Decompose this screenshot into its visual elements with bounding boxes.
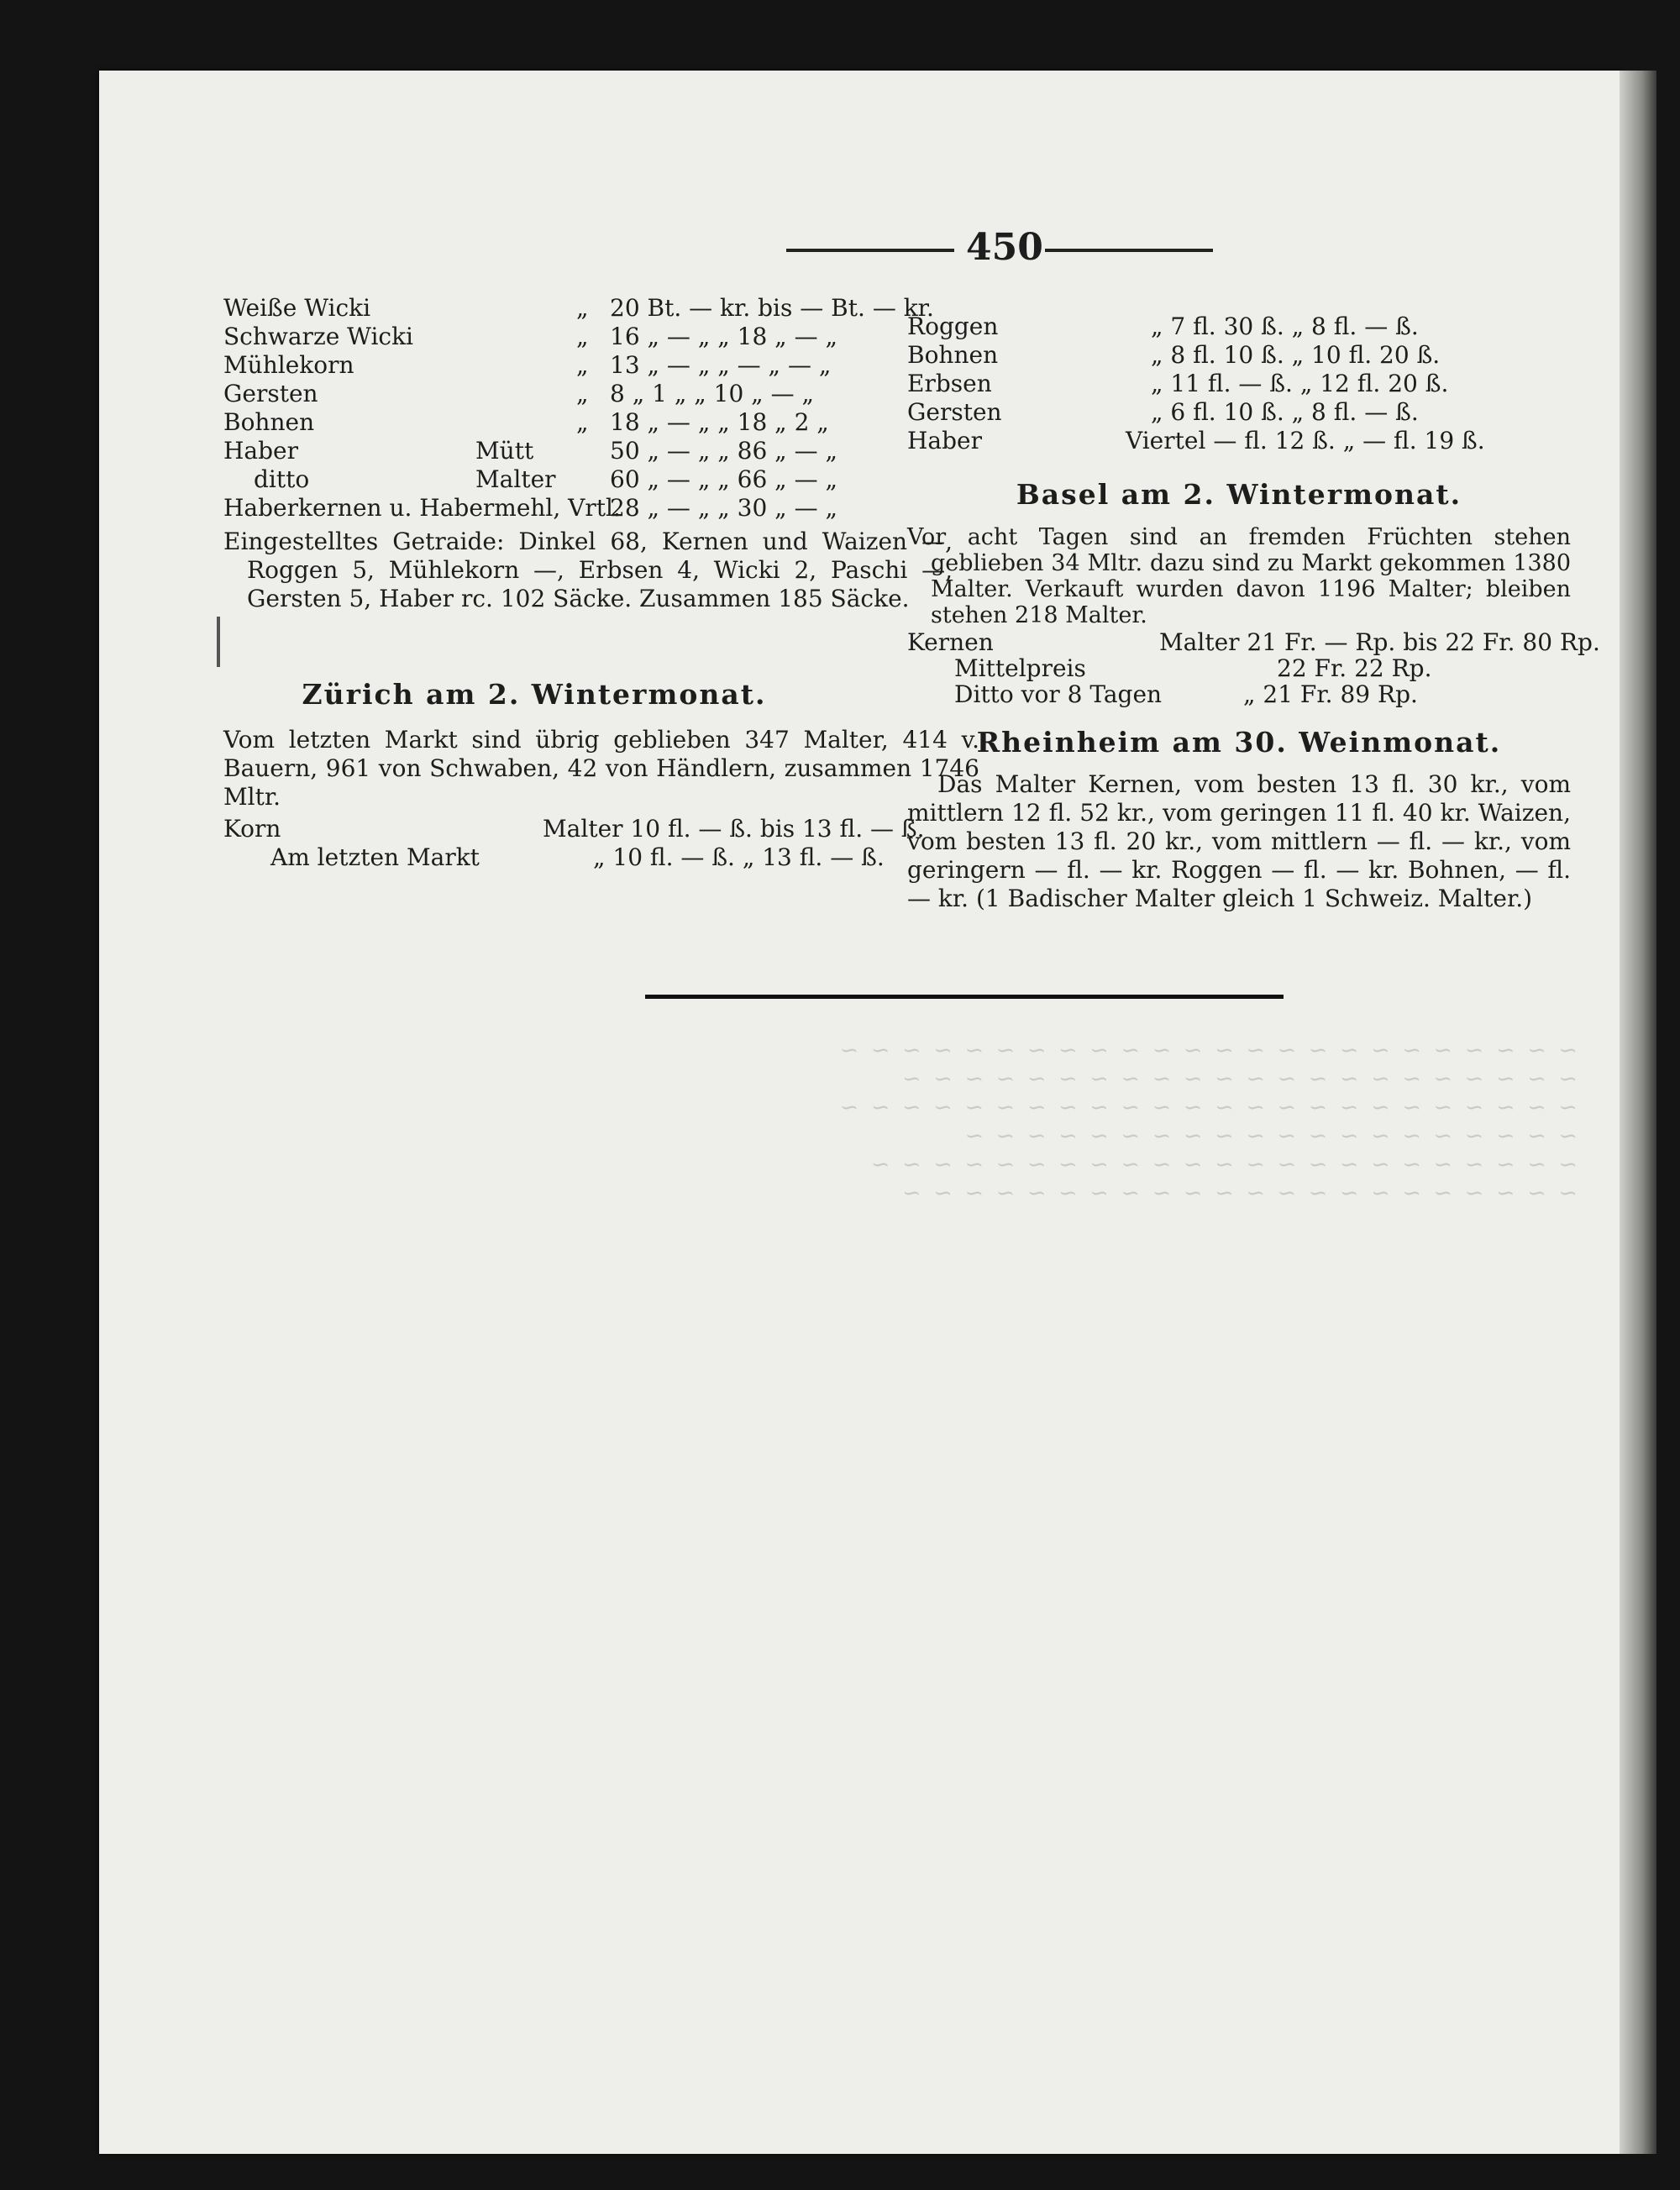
next-page-edge	[1620, 71, 1656, 2154]
row-values: „ 7 fl. 30 ß. „ 8 fl. — ß.	[1151, 312, 1419, 340]
row-values: 18 „ — „ „ 18 „ 2 „	[610, 408, 829, 436]
table-row	[223, 437, 979, 465]
table-row	[223, 408, 979, 437]
row-name: Gersten	[223, 380, 318, 407]
table-row	[907, 398, 1571, 427]
scanned-page	[99, 71, 1620, 2154]
row-name: Erbsen	[907, 370, 992, 397]
table-row	[907, 370, 1571, 398]
row-values: Malter 21 Fr. — Rp. bis 22 Fr. 80 Rp.	[1159, 628, 1600, 656]
zurich-korn-row	[223, 815, 979, 843]
basel-text: Vor acht Tagen sind an fremden Früchten stehen geblieben 34 Mltr. dazu sind zu Markt gekommen 1380 Malter. Verkauft wurden davon 1196 Malter; bleiben stehen 218 Malter.	[907, 524, 1571, 628]
table-row	[907, 427, 1571, 455]
left-column	[223, 294, 979, 872]
row-unit: Malter	[475, 465, 556, 493]
row-name: Kernen	[907, 628, 994, 656]
row-name: ditto	[254, 465, 310, 493]
last-market-value: „ 10 fl. — ß. „ 13 fl. — ß.	[593, 843, 885, 871]
row-values: „ 6 fl. 10 ß. „ 8 fl. — ß.	[1151, 398, 1419, 426]
row-name: Bohnen	[907, 341, 999, 369]
right-column	[907, 312, 1600, 913]
row-name: Haber	[907, 427, 982, 454]
row-values: 22 Fr. 22 Rp.	[1277, 654, 1432, 682]
row-values: 13 „ — „ „ — „ — „	[610, 351, 832, 379]
row-name: Weiße Wicki	[223, 294, 371, 322]
row-values: 50 „ — „ „ 86 „ — „	[610, 437, 837, 465]
korn-label: Korn	[223, 815, 281, 843]
row-values: 16 „ — „ „ 18 „ — „	[610, 323, 837, 350]
row-name: Mühlekorn	[223, 351, 354, 379]
row-values: Viertel — fl. 12 ß. „ — fl. 19 ß.	[1126, 427, 1485, 454]
row-name: Ditto vor 8 Tagen	[954, 680, 1163, 708]
zurich-text: Vom letzten Markt sind übrig geblieben 347 Malter, 414 v. Bauern, 961 von Schwaben, 42 von Händlern, zusammen 1746 Mltr.	[223, 726, 979, 811]
row-values: 28 „ — „ „ 30 „ — „	[610, 494, 837, 522]
table-row	[223, 494, 979, 523]
table-row	[223, 323, 979, 351]
header-rule-right	[1045, 249, 1213, 252]
row-quote: „	[576, 323, 589, 350]
margin-mark	[217, 617, 220, 667]
row-values: 60 „ — „ „ 66 „ — „	[610, 465, 837, 493]
header-rule-left	[786, 249, 954, 252]
korn-value: Malter 10 fl. — ß. bis 13 fl. — ß.	[543, 815, 925, 843]
row-quote: „	[576, 380, 589, 407]
row-name: Bohnen	[223, 408, 315, 436]
left-market-table	[223, 294, 979, 523]
basel-heading: Basel am 2. Wintermonat.	[1016, 478, 1462, 511]
page-number: 450	[966, 226, 1043, 269]
bleed-through-texture: ~ ~ ~ ~ ~ ~ ~ ~ ~ ~ ~ ~ ~ ~ ~ ~ ~ ~ ~ ~ ~ ~ ~ ~ ~ ~ ~ ~ ~ ~ ~ ~ ~ ~ ~ ~ ~ ~ ~ ~ ~ ~ ~ ~ ~ ~ ~ ~ ~ ~ ~ ~ ~ ~ ~ ~ ~ ~ ~ ~ ~ ~ ~ ~ ~ ~ ~ ~ ~ ~ ~ ~ ~ ~ ~ ~ ~ ~ ~ ~ ~ ~ ~ ~ ~ ~ ~ ~ ~ ~ ~ ~ ~ ~ ~ ~ ~ ~ ~ ~ ~ ~ ~ ~ ~ ~ ~ ~ ~ ~ ~ ~ ~ ~ ~ ~ ~ ~ ~ ~ ~ ~ ~ ~ ~ ~ ~ ~ ~ ~ ~ ~ ~ ~ ~	[837, 1037, 1578, 1206]
rheinheim-text: Das Malter Kernen, vom besten 13 fl. 30 kr., vom mittlern 12 fl. 52 kr., vom geringen 11 fl. 40 kr. Waizen, vom besten 13 fl. 20 kr., vom mittlern — fl. — kr., vom geringern — fl. — kr. Roggen — fl. — kr. Bohnen, — fl. — kr. (1 Badischer Malter gleich 1 Schweiz. Malter.)	[907, 770, 1571, 912]
table-row	[907, 654, 1571, 680]
table-row	[907, 312, 1571, 341]
right-market-table	[907, 312, 1571, 455]
row-values: 8 „ 1 „ „ 10 „ — „	[610, 380, 814, 407]
section-divider	[645, 995, 1284, 999]
zurich-heading: Zürich am 2. Wintermonat.	[302, 678, 767, 711]
table-row	[223, 351, 979, 380]
row-values: „ 21 Fr. 89 Rp.	[1243, 680, 1418, 708]
table-row	[907, 341, 1571, 370]
row-name: Mittelpreis	[954, 654, 1086, 682]
row-quote: „	[576, 351, 589, 379]
row-name: Haber	[223, 437, 298, 465]
row-values: „ 8 fl. 10 ß. „ 10 fl. 20 ß.	[1151, 341, 1441, 369]
row-name: Roggen	[907, 312, 999, 340]
last-market-label: Am letzten Markt	[270, 843, 480, 871]
row-quote: „	[576, 294, 589, 322]
row-name: Haberkernen u. Habermehl, Vrtl.	[223, 494, 621, 522]
row-values: 20 Bt. — kr. bis — Bt. — kr.	[610, 294, 934, 322]
table-row	[907, 628, 1600, 656]
table-row	[223, 294, 979, 323]
row-quote: „	[576, 408, 589, 436]
table-row	[223, 380, 979, 408]
row-name: Gersten	[907, 398, 1002, 426]
rheinheim-heading: Rheinheim am 30. Weinmonat.	[976, 726, 1502, 759]
row-values: „ 11 fl. — ß. „ 12 fl. 20 ß.	[1151, 370, 1449, 397]
zurich-last-row	[223, 843, 979, 872]
eingestelltes-getraide: Eingestelltes Getraide: Dinkel 68, Kernen und Waizen —, Roggen 5, Mühlekorn —, Erbsen 4, Wicki 2, Paschi —, Gersten 5, Haber rc. 102 Säcke. Zusammen 185 Säcke.	[223, 528, 953, 612]
table-row	[907, 680, 1571, 706]
row-name: Schwarze Wicki	[223, 323, 414, 350]
table-row	[223, 465, 979, 494]
row-unit: Mütt	[475, 437, 534, 465]
